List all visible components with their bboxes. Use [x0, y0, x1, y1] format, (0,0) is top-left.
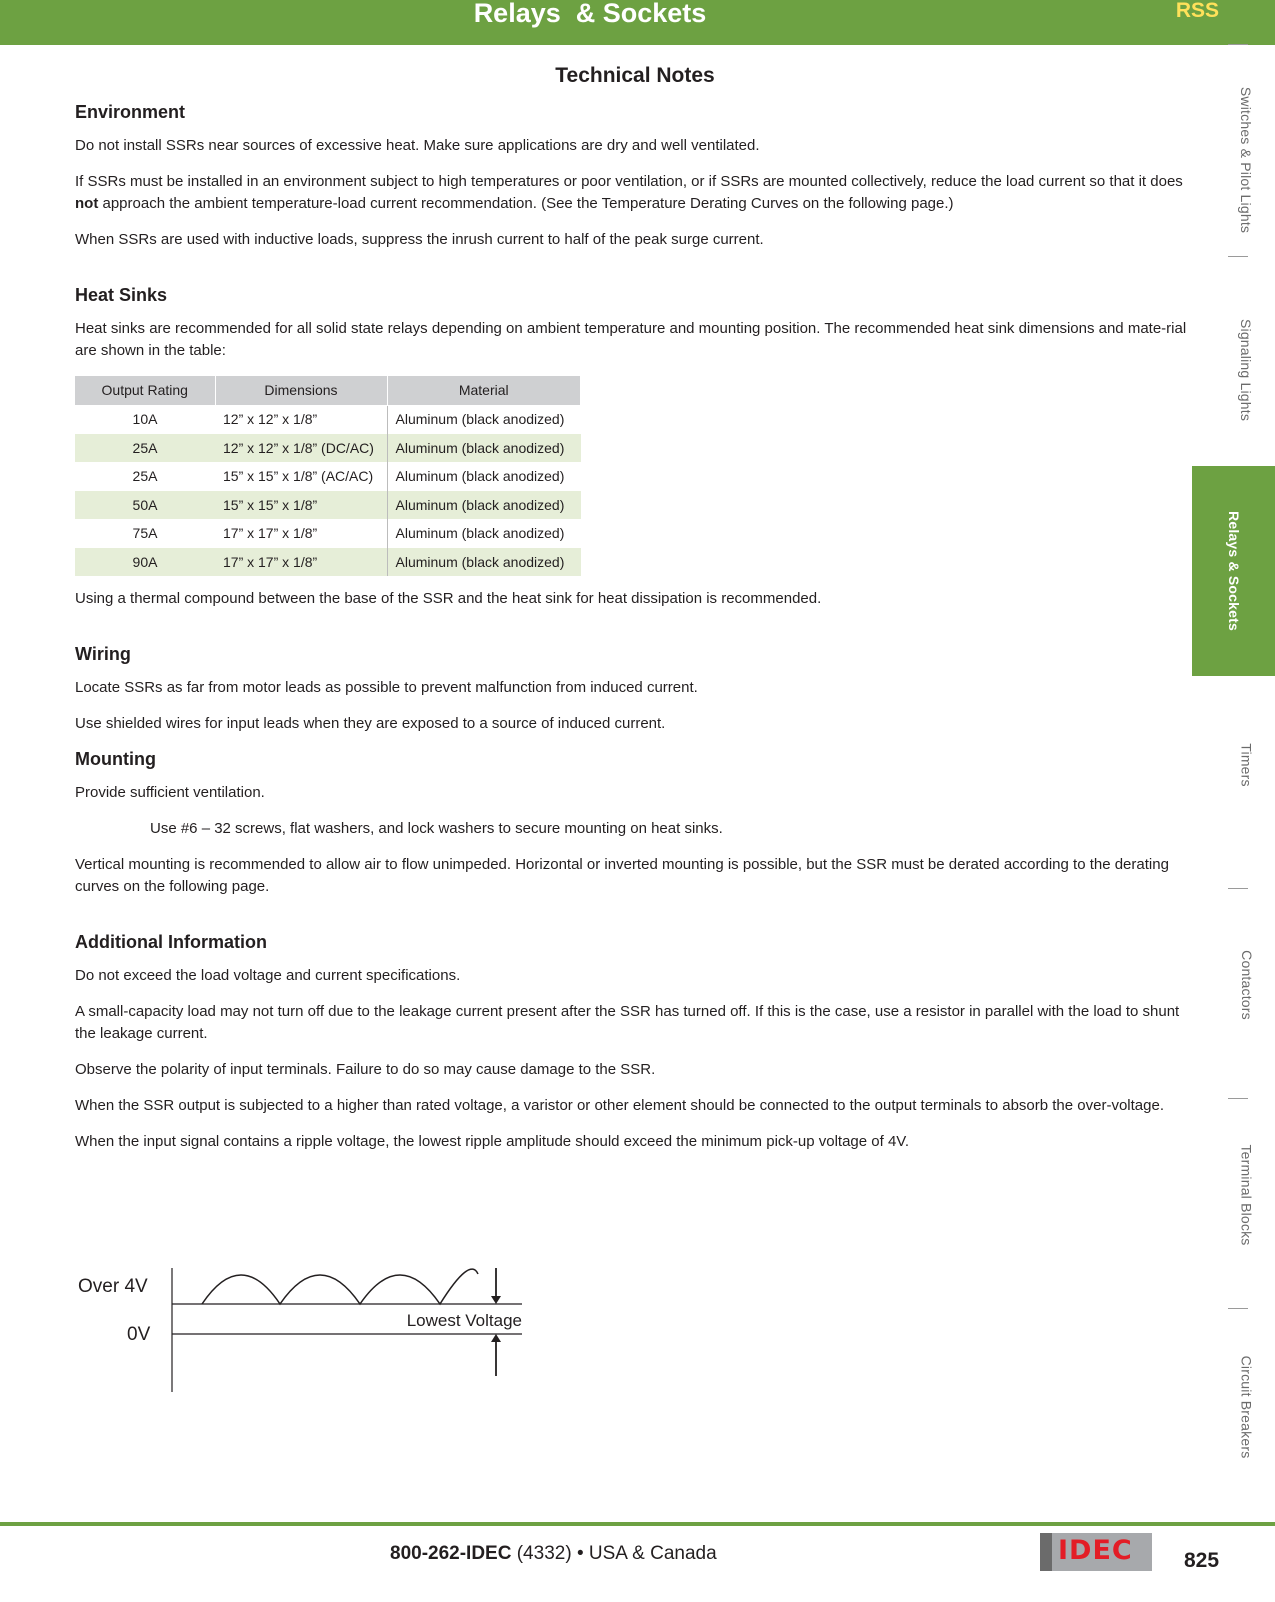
heat-sinks-heading: Heat Sinks — [75, 285, 168, 305]
mounting-p1: Provide sufficient ventilation. — [75, 784, 265, 801]
lowest-voltage-label: Lowest Voltage — [406, 1311, 522, 1330]
arrow-down-head — [491, 1296, 501, 1304]
logo-text: IDEC — [1058, 1535, 1133, 1566]
tab-label: Signaling Lights — [1238, 318, 1255, 422]
table-cell: 12” x 12” x 1/8” — [215, 405, 387, 434]
table-cell: Aluminum (black anodized) — [387, 491, 581, 520]
tab-divider — [1228, 1308, 1248, 1309]
idec-logo — [1040, 1533, 1152, 1571]
table-row — [75, 491, 581, 520]
footer-divider — [0, 1522, 1275, 1526]
table-cell: 50A — [75, 491, 215, 520]
column-header: Dimensions — [215, 376, 387, 405]
table-row — [75, 519, 581, 548]
heat-sink-table — [75, 376, 581, 576]
over-4v-label: Over 4V — [78, 1276, 148, 1297]
tab-label: Switches & Pilot Lights — [1238, 86, 1255, 234]
tab-divider — [1228, 1098, 1248, 1099]
table-cell: 15” x 15” x 1/8” — [215, 491, 387, 520]
tab-divider — [1228, 888, 1248, 889]
wiring-heading: Wiring — [75, 644, 131, 664]
heat-sinks-note: Using a thermal compound between the base of the SSR and the heat sink for heat dissipation is recommended. — [75, 590, 822, 607]
table-header-row — [75, 376, 581, 405]
tab-label: Contactors — [1238, 950, 1255, 1020]
additional-p2: A small-capacity load may not turn off due to the leakage current present after the SSR has turned off. If this is the case, use a resistor in parallel with the load to shunt the leakage current. — [75, 1003, 1180, 1042]
heat-sinks-intro: Heat sinks are recommended for all solid state relays depending on ambient temperature and mounting position. The recommended heat sink dimensions and mate-rial are shown in the table: — [75, 320, 1187, 359]
page-header — [0, 0, 1275, 45]
logo-bar — [1040, 1533, 1052, 1571]
table-cell: 15” x 15” x 1/8” (AC/AC) — [215, 462, 387, 491]
tab-divider — [1228, 44, 1248, 45]
table-cell: 25A — [75, 462, 215, 491]
tab-terminal-blocks[interactable] — [1218, 1100, 1275, 1290]
table-cell: 17” x 17” x 1/8” — [215, 548, 387, 577]
footer-phone: 800-262-IDEC — [390, 1543, 512, 1564]
table-cell: Aluminum (black anodized) — [387, 462, 581, 491]
wiring-p1: Locate SSRs as far from motor leads as possible to prevent malfunction from induced current. — [75, 679, 698, 696]
tab-label: Circuit Breakers — [1238, 1355, 1255, 1459]
wiring-p2: Use shielded wires for input leads when they are exposed to a source of induced current. — [75, 715, 666, 732]
column-header: Output Rating — [75, 376, 215, 405]
additional-heading: Additional Information — [75, 932, 267, 952]
mounting-heading: Mounting — [75, 749, 156, 769]
arrow-up-head — [491, 1334, 501, 1342]
table-row — [75, 434, 581, 463]
additional-p3: Observe the polarity of input terminals. Failure to do so may cause damage to the SSR. — [75, 1061, 656, 1078]
table-cell: Aluminum (black anodized) — [387, 405, 581, 434]
tab-contactors[interactable] — [1218, 890, 1275, 1080]
ripple-voltage-diagram — [70, 1268, 530, 1408]
table-row — [75, 405, 581, 434]
page-number: 825 — [1184, 1549, 1220, 1572]
mounting-p2: Use #6 – 32 screws, flat washers, and lock washers to secure mounting on heat sinks. — [150, 820, 723, 837]
emphasis-not: not — [75, 195, 99, 212]
tab-divider — [1228, 256, 1248, 257]
tab-timers[interactable] — [1218, 685, 1275, 845]
tab-label: Terminal Blocks — [1238, 1144, 1255, 1246]
environment-p1: Do not install SSRs near sources of excessive heat. Make sure applications are dry and well ventilated. — [75, 137, 760, 154]
additional-p1: Do not exceed the load voltage and current specifications. — [75, 967, 461, 984]
column-header: Material — [387, 376, 581, 405]
header-code: RSS — [1175, 0, 1219, 22]
tab-circuit-breakers[interactable] — [1218, 1307, 1275, 1507]
page-title: Technical Notes — [555, 64, 715, 87]
zero-volt-label: 0V — [127, 1324, 151, 1345]
table-cell: Aluminum (black anodized) — [387, 434, 581, 463]
footer-phone-digits: (4332) — [516, 1543, 572, 1564]
environment-p2 — [75, 171, 1195, 215]
table-cell: 17” x 17” x 1/8” — [215, 519, 387, 548]
table-cell: 75A — [75, 519, 215, 548]
footer-region: • USA & Canada — [576, 1543, 717, 1564]
table-cell: 10A — [75, 405, 215, 434]
text-span: If SSRs must be installed in an environment subject to high temperatures or poor ventilation, or if SSRs are mounted collectively, reduce the load current so that it does — [75, 173, 1183, 190]
mounting-p3: Vertical mounting is recommended to allow air to flow unimpeded. Horizontal or inverted mounting is possible, but the SSR must be derated according to the derating curves on the following page. — [75, 856, 1169, 895]
tab-label: Timers — [1238, 743, 1255, 787]
environment-p3: When SSRs are used with inductive loads, suppress the inrush current to half of the peak surge current. — [75, 231, 764, 248]
table-cell: 90A — [75, 548, 215, 577]
table-row — [75, 462, 581, 491]
text-span: approach the ambient temperature-load current recommendation. (See the Temperature Derating Curves on the following page.) — [98, 195, 954, 212]
tab-switches-pilot-lights[interactable] — [1218, 65, 1275, 255]
environment-heading: Environment — [75, 102, 186, 122]
tab-relays-sockets[interactable] — [1192, 466, 1275, 676]
additional-p4: When the SSR output is subjected to a higher than rated voltage, a varistor or other element should be connected to the output terminals to absorb the over-voltage. — [75, 1097, 1164, 1114]
table-cell: 25A — [75, 434, 215, 463]
main-content — [75, 64, 1195, 1167]
table-cell: 12” x 12” x 1/8” (DC/AC) — [215, 434, 387, 463]
header-title: Relays & Sockets — [473, 0, 707, 28]
tab-label: Relays & Sockets — [1225, 511, 1242, 631]
ripple-waveform — [202, 1269, 478, 1304]
table-cell: Aluminum (black anodized) — [387, 548, 581, 577]
tab-signaling-lights[interactable] — [1218, 275, 1275, 465]
table-cell: Aluminum (black anodized) — [387, 519, 581, 548]
side-tabs — [1218, 45, 1275, 1515]
additional-p5: When the input signal contains a ripple voltage, the lowest ripple amplitude should exceed the minimum pick-up voltage of 4V. — [75, 1133, 910, 1150]
footer-contact — [390, 1543, 717, 1565]
table-row — [75, 548, 581, 577]
